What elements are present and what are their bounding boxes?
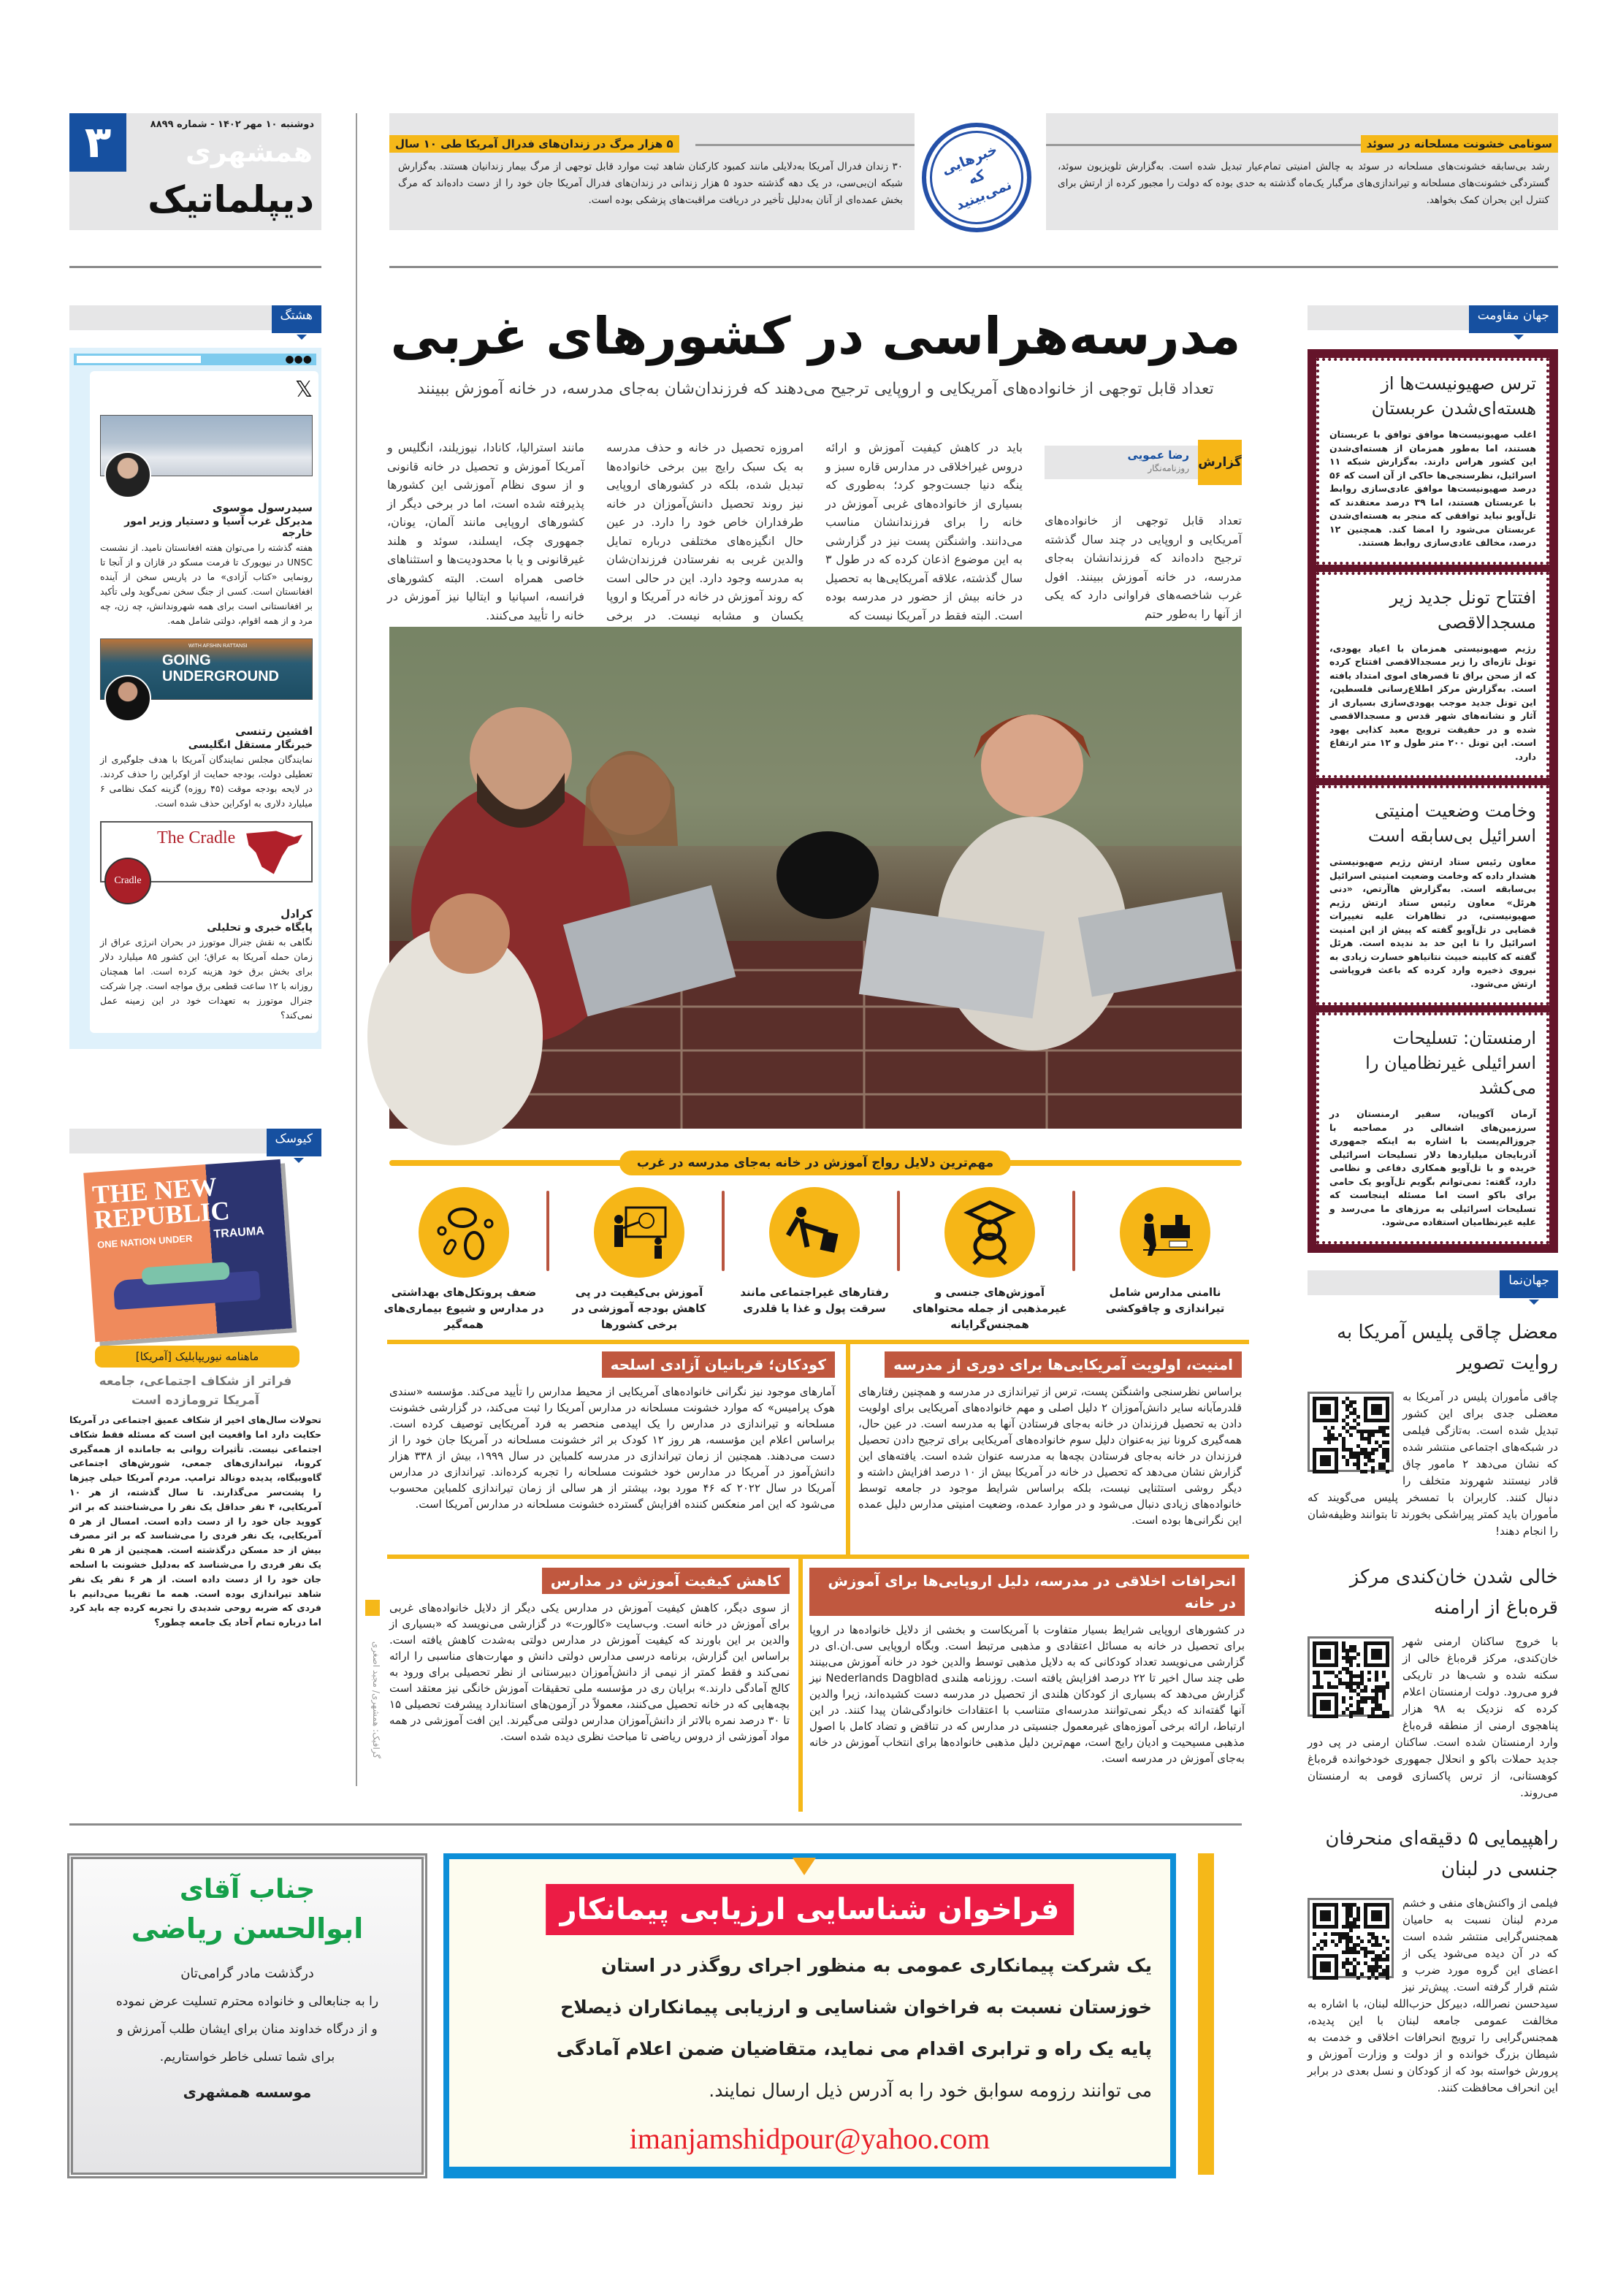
infographic-caption: رفتارهای غیراجتماعی مانند سرقت پول و غذا یا قلدری	[740, 1286, 889, 1315]
tag-label: جهان‌نما	[1500, 1270, 1558, 1298]
qr-code[interactable]	[1308, 1898, 1394, 1978]
ad-side-strip	[1198, 1853, 1214, 2175]
right-column	[1308, 349, 1558, 2097]
germs-icon	[419, 1187, 509, 1278]
tweet-author-role: مدیرکل غرب آسیا و دستیار وزیر امور خارجه	[124, 516, 313, 539]
supplement-logo: دیپلماتیک	[148, 178, 314, 221]
section-body: در کشورهای اروپایی شرایط بسیار متفاوت با آمریکاست و بخشی از دلایل خانواده‌ها در اروپا برای تحصیل در خانه به مسائل اعتقادی و مذهبی مرتبط است. وبگاه اروپایی سی.ان.ای در گزارشی می‌نویسد تعداد کودکانی که به دلایل مذهبی توسط والدین خود در خانه آموزش می‌بینند طی چند سال اخیر تا ۲۲ درصد افزایش یافته است. روزنامه هلندی Nederlands Dagblad نیز گزارش می‌دهد که بسیاری از کودکان هلندی از تحصیل در مدرسه دست کشیده‌اند، زیرا والدین آنها گفته‌اند که دیگر نمی‌توانند مدرسه‌ای متناسب با اعتقادات خانوادگی‌شان پیدا کنند. در این ارتباط، ارائه برخی آموزه‌های غیرمعمول جنسیتی در مدارس که در تناقض و تضاد کامل با اصول مذهبی مسیحیت و ادیان رایج است، مهم‌ترین دلیل مذهبی خانواده‌ها برای انتخاب آموزش در خانه به‌جای آموزش در مدرسه است.	[809, 1623, 1245, 1765]
paper-logo: همشهری	[185, 136, 313, 168]
qr-code[interactable]	[1308, 1636, 1394, 1717]
article-column-1: تعداد قابل توجهی از خانواده‌های آمریکایی و اروپایی در چند سال گذشته ترجیح داده‌اند که فرزندانشان به‌جای مدرسه، در خانه آموزش ببینند. افول غرب شاخصه‌های فراوانی دارد که یکی از آنها را به‌طور حتم	[1045, 514, 1242, 621]
avatar	[104, 451, 151, 498]
card-title: افتتاح تونل جدید زیر مسجدالاقصی	[1389, 587, 1536, 633]
tweet-card	[90, 371, 318, 1033]
cover-headline-1: ONE NATION UNDER	[96, 1232, 193, 1251]
tweet-author: کرادل	[280, 907, 313, 920]
condolence-body: برای شما تسلی خاطر خواستاریم.	[159, 2050, 335, 2064]
tweet-author-role: خبرنگار مستقل انگلیسی	[188, 739, 313, 751]
tweet-body: هفته گذشته را می‌توان هفته افغانستان نامید. از نشست UNSC در نیویورک تا فرمت مسکو در قازان و از آنجا تا رونمایی «کتاب آزادی» ما در پاریس سخن از آینده افغانستان است. کسی از جنگ سخن نمی‌گوید ولی تأکید بر افغانستانی است برای همه شهروندانش، چه زن، چه مرد و از همه اقوام، دولتی شامل همه.	[100, 542, 313, 626]
news-title: راهپیمایی ۵ دقیقه‌ای منحرفان جنسی در لبنان	[1325, 1827, 1558, 1880]
news-title: خالی شدن خان‌کندی مرکز قره‌باغ از ارامنه	[1349, 1565, 1558, 1619]
tender-ad	[443, 1853, 1176, 2178]
kicker: گزارش	[1198, 440, 1242, 485]
top-news-left-title: ۵ هزار مرگ در زندان‌های فدرال آمریکا طی ۱۰ سال	[389, 135, 679, 153]
section-tag-hashtag	[69, 305, 321, 330]
section-tag-resistance	[1308, 305, 1558, 330]
condolence-body: را به جنابعالی و خانواده محترم تسلیت عرض نموده	[115, 1994, 379, 2009]
main-title: مدرسه‌هراسی در کشورهای غربی	[390, 306, 1241, 366]
section-body: آمارهای موجود نیز نگرانی خانواده‌های آمریکایی از محیط مدارس را تأیید می‌کند. مؤسسه «سندی هوک پرامیس» که موارد خشونت مسلحانه در مدارس آمریکا را ثبت می‌کند، در گزارشی خشونت مسلحانه و تیراندازی در مدارس را یک اپیدمی منحصر به فرد آمریکایی توصیف کرده است. براساس اعلام این مؤسسه، هر روز ۱۲ کودک بر اثر خشونت مسلحانه در آمریکا جان خود را از دست می‌دهند. همچنین از زمان تیراندازی در مدرسه کلمباین در سال ۱۹۹۹، بیش از ۳۳۸ هزار دانش‌آموز در آمریکا در مدارس خود خشونت مسلحانه را تجربه کرده‌اند. تیراندازی در مدارس آمریکا در سال ۲۰۲۲ که ۴۶ مورد بود، بیشتر از هر سالی از زمان تیراندازی کلمباین محسوب می‌شود که این امر منعکس کننده افزایش گسترده خشونت مسلحانه در مدارس آمریکا است.	[389, 1385, 836, 1511]
tender-line: می توانند رزومه سوابق خود را به آدرس ذیل ارسال نمایند.	[709, 2080, 1152, 2101]
x-logo-icon: 𝕏	[294, 377, 313, 403]
byline	[1045, 446, 1242, 479]
infographic-caption: ضعف پروتکل‌های بهداشتی در مدارس و شیوع بیماری‌های همه‌گیر	[383, 1286, 544, 1331]
top-news-right-title: سونامی خشونت مسلحانه در سوئد	[1361, 135, 1558, 153]
news-item	[1308, 1562, 1558, 1801]
page-number: ۳	[69, 113, 126, 172]
news-body: چاقی مأموران پلیس در آمریکا به معضلی جدی برای این کشور تبدیل شده است. به‌تازگی فیلمی در شبکه‌های اجتماعی منتشر شده که نشان می‌دهد ۲ مامور چاق قادر نیستند شهروند متخلف را دنبال کنند. کاربران با تمسخر پلیس می‌گویند که مأموران باید کمتر پیراشکی بخورند تا بتوانند وظیفه‌شان را انجام دهند!	[1308, 1389, 1558, 1538]
card-title: ارمنستان: تسلیحات اسرائیلی غیرنظامیان را می‌کشد	[1365, 1028, 1536, 1098]
card-title: ترس صهیونیست‌ها از هسته‌ای‌شدن عربستان	[1371, 373, 1536, 419]
tweet-body: نگاهی به نقش جنرال موتورز در بحران انرژی عراق از زمان حمله آمریکا به عراق؛ این کشور ۸۵ میلیارد دلار برای بخش برق خود هزینه کرده است. اما همچنان روزانه با ۱۲ ساعت قطعی برق مواجه است. چرا شرکت جنرال موتورز به تعهدات خود در این زمینه عمل نمی‌کند؟	[100, 937, 313, 1021]
top-news-left	[389, 113, 915, 230]
card-body: معاون رئیس ستاد ارتش رژیم صهیونیستی هشدار داده که وخامت وضعیت امنیتی اسرائیل بی‌سابقه است. به‌گزارش هاآرتص، «دنی هرئل» معاون رئیس ستاد ارتش رژیم صهیونیستی، در تظاهرات علیه تغییرات قضایی در تل‌آویو گفته که پیش از این امنیت اسرائیل را تا این حد بد ندیده است. هرئل گفته که کابینه خبیث نتانیاهو خسارت زیادی به نیروی ذخیره وارد کرده که باعث فروپاشی ارتش می‌شود.	[1329, 856, 1536, 989]
resistance-panel	[1308, 349, 1558, 1253]
tender-line: خوزستان نسبت به فراخوان شناسایی و ارزیابی پیمانکاران ذیصلاح	[560, 1996, 1152, 2018]
tender-line: پایه یک راه و ترابری اقدام می نماید، متقاضیان ضمن اعلام آمادگی	[556, 2038, 1152, 2059]
confused-teacher-icon	[594, 1187, 684, 1278]
resistance-card	[1316, 572, 1549, 779]
family-homeschool-photo	[389, 627, 1242, 1129]
resistance-card	[1316, 1012, 1549, 1244]
tweet	[100, 415, 313, 628]
section-gun-victims	[389, 1351, 835, 1512]
magazine-block	[69, 1372, 321, 1630]
section-heading: کودکان؛ قربانیان آزادی اسلحه	[602, 1351, 835, 1378]
section-heading: امنیت، اولویت آمریکایی‌ها برای دوری از مدرسه	[885, 1351, 1242, 1378]
top-news-right-body: رشد بی‌سابقه خشونت‌های مسلحانه در سوئد به چالش امنیتی تمام‌عیار تبدیل شده است. به‌گزارش تلویزیون سوئد، گستردگی خشونت‌های مسلحانه و تیراندازی‌های مرگبار یک‌ماه گذشته به حدی بوده که دولت را مجبور کرده از ارتش برای کنترل این بحران کمک بخواهد.	[1058, 161, 1549, 206]
news-title: معضل چاقی پلیس آمریکا به روایت تصویر	[1337, 1321, 1558, 1374]
magazine-cover	[83, 1159, 292, 1342]
resistance-card	[1316, 785, 1549, 1005]
infographic-caption: آموزش‌های جنسی و غیرمذهبی از جمله محتواهای همجنس‌گرایانه	[912, 1286, 1067, 1331]
middle-east-map-icon	[240, 825, 306, 880]
section-tag-jahannama	[1308, 1270, 1558, 1295]
tweet-body: نمایندگان مجلس نمایندگان آمریکا با هدف جلوگیری از تعطیلی دولت، بودجه حمایت از اوکراین را حذف کردند. در لایحه بودجه موقت (۴۵ روزه) گزینه کمک نظامی ۶ میلیارد دلاری به اوکراین حذف شده است.	[100, 754, 313, 809]
section-heading: انحرافات اخلاقی در مدرسه، دلیل اروپایی‌ها برای آموزش در خانه	[809, 1568, 1245, 1616]
gender-graduate-icon	[944, 1187, 1035, 1278]
tag-label: هشتگ	[272, 305, 321, 333]
school-shooter-icon	[1120, 1187, 1210, 1278]
magazine-article-body: تحولات سال‌های اخیر از شکاف عمیق اجتماعی در آمریکا حکایت دارد اما واقعیت این است که مسئله فقط شکاف اجتماعی نیست. تأثیرات روانی به جامانده از همه‌گیری کرونا، تیراندازی‌های جمعی، شورش‌های اجتماعی گاه‌وبیگاه، پدیده دونالد ترامپ. مردم آمریکا خیلی چیزها را پشت‌سر می‌گذارند. تا سال گذشته، از هر ۱۰ آمریکایی، ۴ نفر حداقل یک نفر را می‌شناختند که بر اثر کووید جان خود را از دست داده است. امسال از هر ۵ آمریکایی، یک نفر فردی را می‌شناسد که بر اثر مصرف بیش از حد مسکن درگذشته است. همچنین از هر ۵ نفر یک نفر فردی را می‌شناسد که به‌دلیل خشونت با اسلحه جان خود را از دست داده است. از هر ۶ نفر یک نفر شاهد تیراندازی بوده است. همه ما تقریبا می‌دانیم با فردی که ضربه روحی شدیدی را تجربه کرده چه باید کرد اما درباره تمام آحاد یک جامعه چطور؟	[69, 1414, 321, 1628]
avatar	[104, 675, 151, 722]
magazine-article-title: فراتر از شکاف اجتماعی، جامعه آمریکا ترومازده است	[99, 1374, 292, 1408]
stamp-text: خبرهایی که نمی‌بینید	[939, 141, 1015, 214]
tender-title: فراخوان شناسایی ارزیابی پیمانکار	[546, 1884, 1074, 1935]
card-body: آرمان آکوپیان، سفیر ارمنستان در سرزمین‌های اشغالی در مصاحبه با جروزالم‌پست با اشاره به اینکه جمهوری آذربایجان میلیاردها دلار تسلیحات اسرائیلی خریده و با تل‌آویو همکاری دفاعی و نظامی دارد، گفته: نمی‌توانم بگویم تل‌آویو یک حامی برای باکو است اما مسئله اینجاست که تسلیحات اسرائیلی به مرزهای ما می‌رسد و علیه غیرنظامیان استفاده می‌شود.	[1329, 1108, 1536, 1227]
main-subtitle: تعداد قابل توجهی از خانواده‌های آمریکایی و اروپایی ترجیح می‌دهند که فرزندان‌شان به‌جای مدرسه، در خانه آموزش ببینند	[417, 380, 1214, 398]
menu-dots-icon: ●●●	[285, 354, 312, 365]
tweet	[100, 821, 313, 1023]
top-news-right	[1046, 113, 1558, 230]
author-name: رضا عمویی	[1127, 449, 1189, 462]
condolence-line2: ابوالحسن ریاضی	[131, 1912, 364, 1945]
tweet-author: افشین رتنسی	[235, 725, 313, 738]
tweet-author: سیدرسول موسوی	[212, 501, 313, 514]
tag-label: کیوسک	[267, 1129, 321, 1156]
tweet-panel	[69, 348, 321, 1049]
condolence-line1: جناب آقای	[179, 1874, 316, 1904]
graphic-credit: گرافیک: همشهری/ مجید اصغری	[371, 1641, 381, 1759]
banner-title: GOING UNDERGROUND	[162, 652, 279, 684]
article-column-2: باید در کاهش کیفیت آموزش و ارائه دروس غیراخلاقی در مدارس قاره سبز و ینگه دنیا جست‌وجو کرد؛ به‌طوری که بسیاری از خانواده‌های غربی آموزش در خانه را برای فرزندانشان مناسب می‌دانند. واشنگتن پست نیز در گزارشی به این موضوع اذعان کرده که در طول ۳ سال گذشته، علاقه آمریکایی‌ها به تحصیل در خانه بیش از حضور در مدرسه بوده است. البته فقط در آمریکا نیست که	[825, 440, 1023, 622]
magazine-label: ماهنامه نیوریپابلیک [آمریکا]	[95, 1346, 299, 1368]
column-divider	[356, 113, 357, 1786]
infographic-caption: ناامنی مدارس شامل تیراندازی و چاقوکشی	[1105, 1286, 1225, 1315]
browser-bar	[74, 354, 316, 365]
condolence-signature: موسسه همشهری	[183, 2083, 312, 2101]
section-moral-deviation	[809, 1568, 1245, 1766]
author-role: روزنامه‌نگار	[1148, 463, 1189, 473]
tweet-author-role: پایگاه خبری و تحلیلی	[207, 922, 313, 934]
stamp	[905, 106, 1047, 248]
section-body: براساس نظرسنجی واشنگتن پست، ترس از تیراندازی در مدرسه و همچنین رفتارهای قلدرمآبانه سایر دانش‌آموزان ۲ دلیل اصلی و مهم خانواده‌های آمریکایی برای اولویت دادن به تحصیل فرزندان در خانه به‌جای فرستادن آنها به مدرسه است. در عین حال، همه‌گیری کرونا نیز به‌عنوان دلیل سوم خانواده‌های آمریکایی برای ترجیح دادن تحصیل فرزندان در خانه به‌جای فرستادن بچه‌ها به مدرسه عنوان شده است. یافته‌های این گزارش نشان می‌دهد که تحصیل در خانه در آمریکا بیش از ۱۰ درصد افزایش داشته و دیگر روشی استثنایی نیست، بلکه براساس شرایط موجود در جامعه توسط خانواده‌های زیادی دنبال می‌شود و در موارد عمده، وضعیت امنیتی مدارس دلیل عمده این نگرانی‌ها بوده است.	[858, 1385, 1242, 1527]
section-security	[858, 1351, 1242, 1528]
card-body: اغلب صهیونیست‌ها موافق توافق با عربستان هستند، اما به‌طور همزمان از هسته‌ای‌شدن این کشور هراس دارند. به‌گزارش شبکه ۱۱ اسرائیل، نظرسنجی‌ها حاکی از آن است که ۵۶ درصد صهیونیست‌ها موافق عادی‌سازی روابط با عربستان هستند، اما ۳۹ درصد معتقدند که تل‌آویو نباید توافقی که منجر به هسته‌ای‌شدن عربستان می‌شود را امضا کند. همچنین ۱۲ درصد، مخالف عادی‌سازی روابط هستند.	[1329, 429, 1536, 548]
infographic-caption: آموزش بی‌کیفیت در پی کاهش بودجه آموزشی در برخی کشورها	[572, 1286, 706, 1331]
news-body: با خروج ساکنان ارمنی شهر خان‌کندی، مرکز قره‌باغ خالی از سکنه شده و شب‌ها در تاریکی فرو می‌رود. دولت ارمنستان اعلام کرده که نزدیک به ۹۸ هزار پناهجوی ارمنی از منطقه قره‌باغ وارد ارمنستان شده است. ساکنان ارمنی در پی دور جدید حملات باکو و انحلال جمهوری خودخوانده قره‌باغ کوهستانی، از ترس پاکسازی قومی به ارمنستان می‌روند.	[1308, 1634, 1558, 1799]
issue-date: دوشنبه ۱۰ مهر ۱۴۰۲ - شماره ۸۸۹۹	[150, 119, 314, 130]
tender-line: یک شرکت پیمانکاری عمومی به منظور اجرای روگذر در استان	[601, 1955, 1152, 1976]
condolence-ad	[67, 1853, 427, 2178]
card-title: وخامت وضعیت امنیتی اسرائیل بی‌سابقه است	[1367, 801, 1536, 846]
condolence-body: و از درگاه خداوند منان برای ایشان طلب آمرزش و	[117, 2022, 378, 2037]
condolence-body: درگذشت مادر گرامی‌تان	[180, 1966, 314, 1981]
top-news-left-body: ۳۰ زندان فدرال آمریکا به‌دلایلی مانند کمبود کارکنان شاهد ثبت موارد قابل توجهی از مرگ بیمار زندانیان هستند. به‌گزارش شبکه ان‌بی‌سی، در یک دهه گذشته حدود ۵ هزار زندانی در زندان‌های فدرال آمریکا جان خود را از دست داده‌اند که مرگ بخش عمده‌ای از آنان به‌دلیل تأخیر در دریافت مراقبت‌های پزشکی بوده است.	[398, 161, 903, 206]
credit-marker	[365, 1600, 380, 1616]
tweet	[100, 638, 313, 811]
resistance-card	[1316, 358, 1549, 565]
card-body: رژیم صهیونیستی همزمان با اعیاد یهودی، تونل تازه‌ای را زیر مسجدالاقصی افتتاح کرده که از صحن براق تا قصرهای اموی امتداد یافته است. به‌گزارش مرکز اطلاع‌رسانی فلسطین، این تونل جدید موجب یهودی‌سازی بسیاری از آثار و نشانه‌های شهر قدس و مسجدالاقصی شده و در حقیقت ترویج معبد کذایی یهود است. این تونل ۲۰۰ متر طول و ۱۲ متر ارتفاع دارد.	[1329, 642, 1536, 762]
article-photo	[389, 627, 1242, 1129]
infographic-title: مهم‌ترین دلایل رواج آموزش در خانه به‌جای مدرسه در غرب	[619, 1151, 1011, 1175]
banner-subtitle: WITH AFSHIN RATTANSI	[188, 644, 248, 649]
section-quality-decline	[389, 1568, 790, 1744]
bully-kick-icon	[769, 1187, 860, 1278]
news-body: فیلمی از واکنش‌های منفی و خشم مردم لبنان نسبت به حامیان همجنس‌گرایی منتشر شده است که در آن دیده می‌شود یکی از اعضای این گروه مورد ضرب و شتم قرار گرفته است. پیش‌تر نیز سیدحسن نصرالله، دبیرکل حزب‌الله لبنان، با اشاره به مخالفت عمومی جامعه لبنان با این پدیده، همجنس‌گرایی را ترویج انحرافات اخلاقی و خدمت به شیطان بزرگ خوانده و از دولت و وزارت آموزش و پرورش خواسته بود که از کودکان و نسل بعدی در برابر این انحراف محافظت کنند.	[1308, 1896, 1558, 2094]
news-item	[1308, 1317, 1558, 1540]
news-item	[1308, 1823, 1558, 2097]
cover-title: THE NEW REPUBLIC	[91, 1172, 231, 1235]
tender-email[interactable]: imanjamshidpour@yahoo.com	[629, 2122, 990, 2155]
article-column-3: امروزه تحصیل در خانه و حذف مدرسه به یک سبک رایج بین برخی خانواده‌ها تبدیل شده، بلکه در کشورهای اروپایی نیز روند تحصیل دانش‌آموزان در خانه طرفداران خاص خود را دارد. در عین حال انگیزه‌های مختلفی درباره تمایل والدین غربی به نفرستادن فرزندان‌شان به مدرسه وجود دارد. این در حالی است که روند آموزش در خانه در آمریکا و اروپا یکسان و مشابه نیست. در برخی	[606, 440, 804, 622]
section-tag-kiosk	[69, 1129, 321, 1153]
qr-code[interactable]	[1308, 1392, 1394, 1472]
section-heading: کاهش کیفیت آموزش در مدارس	[542, 1568, 790, 1594]
masthead	[69, 113, 321, 230]
tag-label: جهان مقاومت	[1469, 305, 1558, 333]
cover-headline-2: TRAUMA	[213, 1224, 265, 1241]
article-column-4: مانند استرالیا، کانادا، نیوزیلند، انگلیس و آمریکا آموزش و تحصیل در خانه قانونی و از سوی نظام آموزشی این کشورها پذیرفته شده است، اما در برخی دیگر از کشورهای اروپایی مانند آلمان، یونان، جمهوری چک، ایسلند، سوئد و هلند غیرقانونی و یا با محدودیت‌ها و استثناهای خاصی همراه است. البته کشورهای فرانسه، اسپانیا و ایتالیا نیز آموزش در خانه را تأیید می‌کنند.	[387, 440, 584, 622]
section-body: از سوی دیگر، کاهش کیفیت آموزش در مدارس یکی دیگر از دلایل خانواده‌های غربی برای آموزش در خانه است. وب‌سایت «کالورت» در گزارشی می‌نویسد که «بسیاری از والدین بر این باورند که کیفیت آموزش در مدارس دولتی به‌شدت کاهش یافته است. براساس این گزارش، برنامه درسی مدارس دولتی دانش و مهارت‌های مناسبی را ارائه نمی‌کند و فقط کمتر از نیمی از دانش‌آموزان دبیرستانی از نظر تحصیلی برای ورود به کالج آمادگی دارند.» برایان ری در مؤسسه ملی تحقیقات آموزش خانگی نیز معتقد است بچه‌هایی که در خانه تحصیل می‌کنند، معمولاً در آزمون‌های استاندارد پیشرفت تحصیلی ۱۵ تا ۳۰ درصد نمره بالاتر از دانش‌آموزان مدارس دولتی می‌گیرند. این افت آموزشی در همه مواد آموزشی از دروس ریاضی تا مباحث نظری دیده شده است.	[389, 1601, 790, 1743]
avatar: Cradle	[104, 858, 151, 904]
cradle-logo: The Cradle	[157, 828, 236, 847]
